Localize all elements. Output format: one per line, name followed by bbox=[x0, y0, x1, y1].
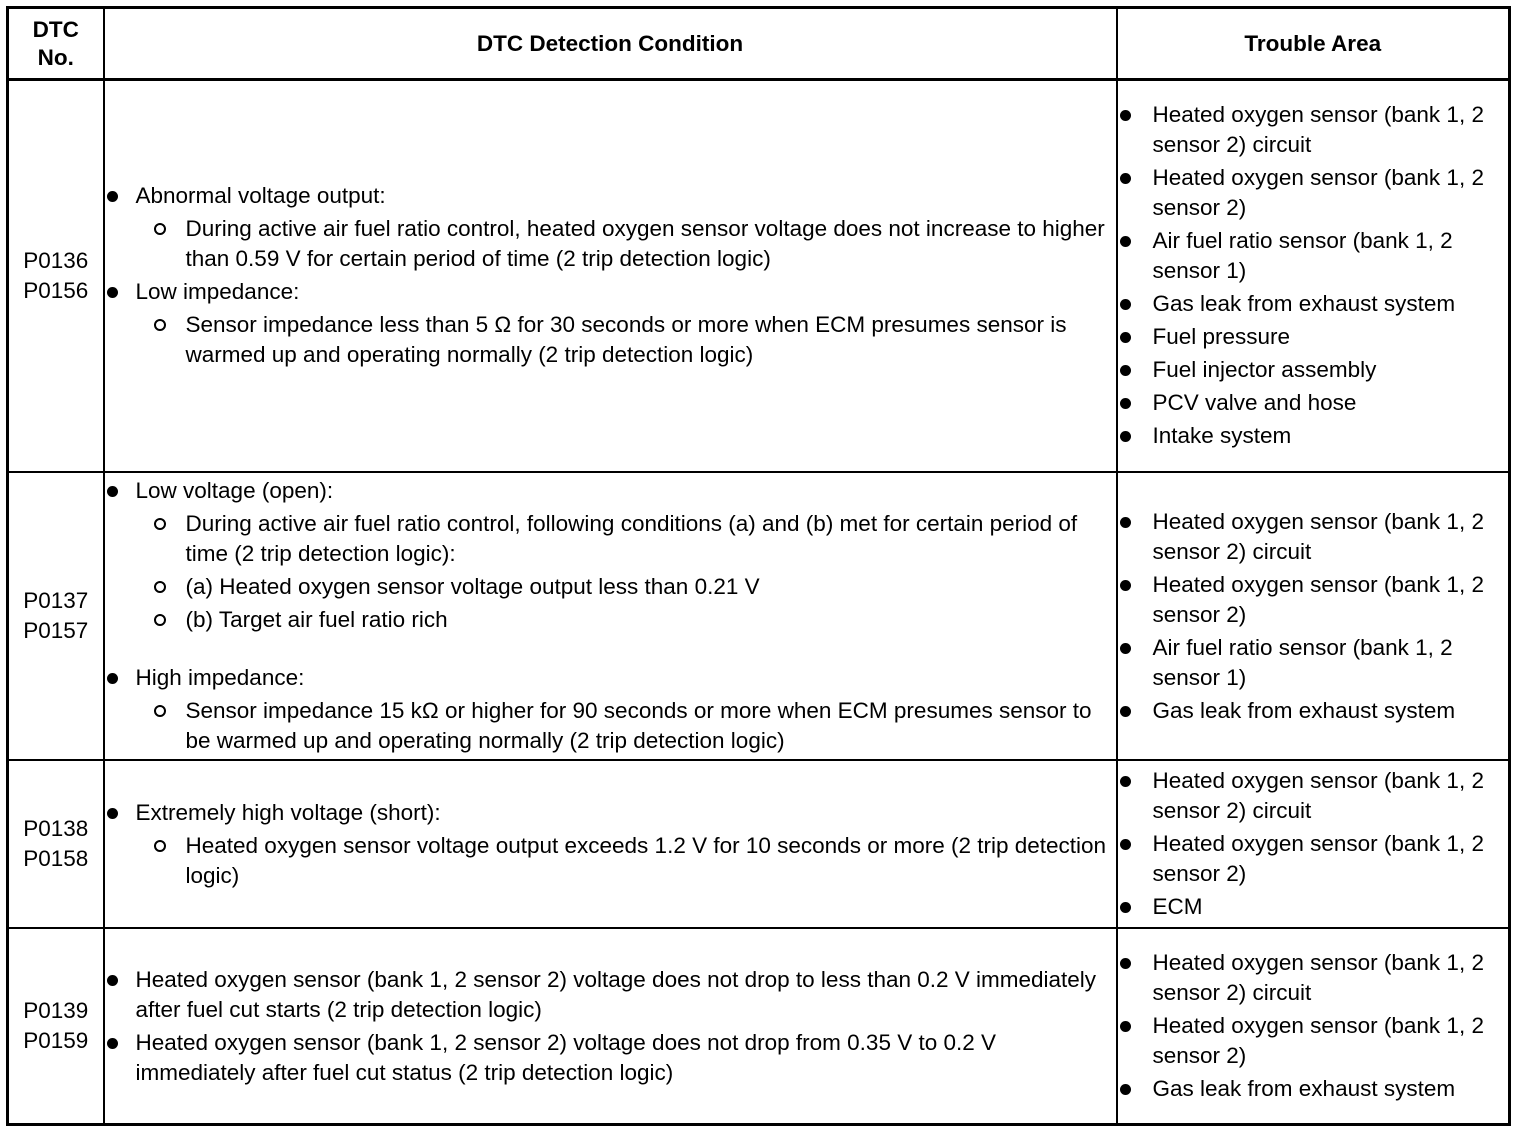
dtc-code: P0137 bbox=[23, 588, 89, 614]
trouble-area-cell bbox=[1117, 928, 1510, 1124]
condition-bullet: Extremely high voltage (short): bbox=[105, 798, 1116, 828]
condition-bullet: Heated oxygen sensor (bank 1, 2 sensor 2) voltage does not drop from 0.35 V to 0.2 V immediately after fuel cut status (2 trip detection logic) bbox=[105, 1028, 1116, 1088]
header-dtc-no bbox=[8, 8, 104, 80]
condition-cell bbox=[104, 928, 1117, 1124]
trouble-area-item: Heated oxygen sensor (bank 1, 2 sensor 2) circuit bbox=[1118, 766, 1509, 826]
dtc-code-cell bbox=[8, 472, 104, 760]
trouble-area-cell bbox=[1117, 760, 1510, 928]
table-row bbox=[8, 472, 1510, 760]
dtc-table bbox=[6, 6, 1511, 1126]
trouble-area-cell bbox=[1117, 80, 1510, 472]
trouble-area-item: Air fuel ratio sensor (bank 1, 2 sensor 1) bbox=[1118, 633, 1509, 693]
condition-subbullet: (a) Heated oxygen sensor voltage output less than 0.21 V bbox=[136, 572, 1116, 602]
trouble-area-item: Heated oxygen sensor (bank 1, 2 sensor 2) circuit bbox=[1118, 507, 1509, 567]
dtc-code-cell bbox=[8, 80, 104, 472]
condition-subbullet: (b) Target air fuel ratio rich bbox=[136, 605, 1116, 635]
condition-subbullet: During active air fuel ratio control, heated oxygen sensor voltage does not increase to higher than 0.59 V for certain period of time (2 trip detection logic) bbox=[136, 214, 1116, 274]
trouble-area-item: Fuel injector assembly bbox=[1118, 355, 1509, 385]
trouble-area-item: Gas leak from exhaust system bbox=[1118, 289, 1509, 319]
condition-bullet: Abnormal voltage output: bbox=[105, 181, 1116, 211]
dtc-code: P0159 bbox=[23, 1028, 89, 1054]
condition-bullet: High impedance: bbox=[105, 663, 1116, 693]
trouble-area-item: Fuel pressure bbox=[1118, 322, 1509, 352]
trouble-area-item: Heated oxygen sensor (bank 1, 2 sensor 2) bbox=[1118, 163, 1509, 223]
spacer bbox=[105, 638, 1116, 660]
trouble-area-cell bbox=[1117, 472, 1510, 760]
trouble-area-item: Gas leak from exhaust system bbox=[1118, 696, 1509, 726]
trouble-area-item: Heated oxygen sensor (bank 1, 2 sensor 2) bbox=[1118, 829, 1509, 889]
condition-cell bbox=[104, 760, 1117, 928]
condition-bullet: Low voltage (open): bbox=[105, 476, 1116, 506]
dtc-code: P0158 bbox=[23, 846, 89, 872]
trouble-area-item: Intake system bbox=[1118, 421, 1509, 451]
trouble-area-item: PCV valve and hose bbox=[1118, 388, 1509, 418]
trouble-area-item: Heated oxygen sensor (bank 1, 2 sensor 2) circuit bbox=[1118, 948, 1509, 1008]
dtc-code: P0138 bbox=[23, 816, 89, 842]
dtc-code: P0136 bbox=[23, 247, 89, 273]
dtc-code: P0156 bbox=[23, 277, 89, 303]
trouble-area-item: Air fuel ratio sensor (bank 1, 2 sensor 1) bbox=[1118, 226, 1509, 286]
header-trouble-area: Trouble Area bbox=[1117, 8, 1510, 80]
trouble-area-item: ECM bbox=[1118, 892, 1509, 922]
trouble-area-item: Heated oxygen sensor (bank 1, 2 sensor 2) circuit bbox=[1118, 100, 1509, 160]
condition-bullet: Heated oxygen sensor (bank 1, 2 sensor 2) voltage does not drop to less than 0.2 V immediately after fuel cut starts (2 trip detection logic) bbox=[105, 965, 1116, 1025]
condition-cell bbox=[104, 472, 1117, 760]
trouble-area-item: Gas leak from exhaust system bbox=[1118, 1074, 1509, 1104]
condition-bullet: Low impedance: bbox=[105, 277, 1116, 307]
header-dtc-no-line2: No. bbox=[37, 44, 74, 70]
condition-subbullet: Heated oxygen sensor voltage output exceeds 1.2 V for 10 seconds or more (2 trip detection logic) bbox=[136, 831, 1116, 891]
header-row bbox=[8, 8, 1510, 80]
trouble-area-item: Heated oxygen sensor (bank 1, 2 sensor 2) bbox=[1118, 1011, 1509, 1071]
table-row bbox=[8, 760, 1510, 928]
condition-subbullet: During active air fuel ratio control, following conditions (a) and (b) met for certain period of time (2 trip detection logic): bbox=[136, 509, 1116, 569]
header-dtc-no-line1: DTC bbox=[32, 16, 79, 42]
dtc-code: P0157 bbox=[23, 618, 89, 644]
dtc-code-cell bbox=[8, 928, 104, 1124]
dtc-code-cell bbox=[8, 760, 104, 928]
trouble-area-item: Heated oxygen sensor (bank 1, 2 sensor 2) bbox=[1118, 570, 1509, 630]
table-row bbox=[8, 928, 1510, 1124]
header-condition: DTC Detection Condition bbox=[104, 8, 1117, 80]
table-row bbox=[8, 80, 1510, 472]
dtc-code: P0139 bbox=[23, 998, 89, 1024]
condition-subbullet: Sensor impedance 15 kΩ or higher for 90 seconds or more when ECM presumes sensor to be warmed up and operating normally (2 trip detection logic) bbox=[136, 696, 1116, 756]
condition-subbullet: Sensor impedance less than 5 Ω for 30 seconds or more when ECM presumes sensor is warmed up and operating normally (2 trip detection logic) bbox=[136, 310, 1116, 370]
condition-cell bbox=[104, 80, 1117, 472]
